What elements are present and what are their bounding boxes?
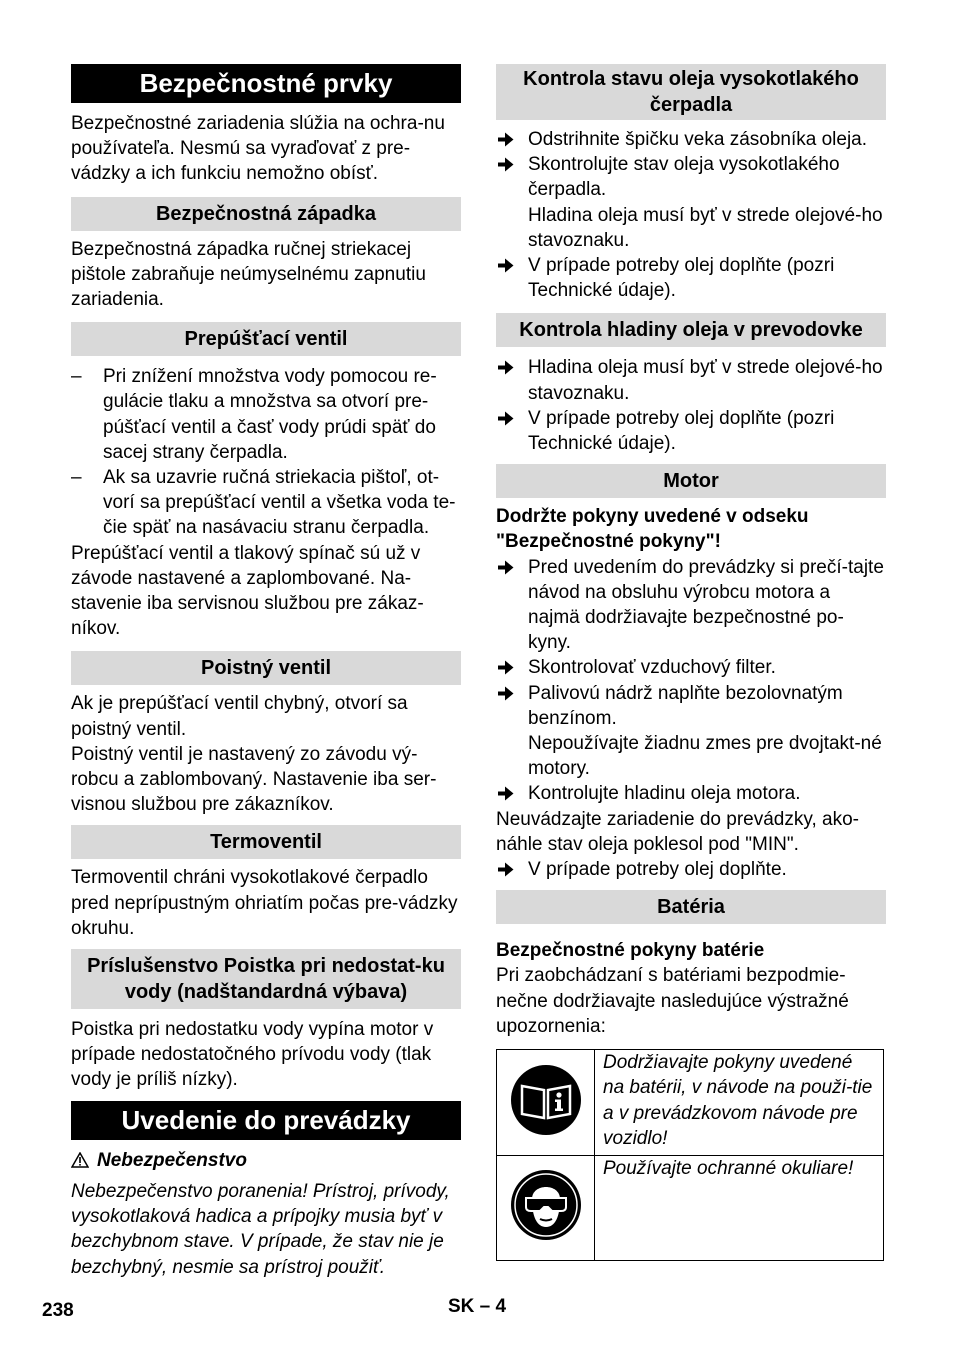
heading-thermo-valve: Termoventil	[71, 825, 461, 859]
read-manual-icon	[510, 1064, 582, 1136]
paragraph-overflow-valve: Prepúšťací ventil a tlakový spínač sú už v závode nastavené a zaplombované. Na-stavenie iba servisnou službou pre zákaz-níkov.	[71, 542, 424, 640]
arrow-item-motor-2	[496, 655, 886, 680]
language-page-label: SK – 4	[448, 1296, 507, 1317]
arrow-item-pump-2	[496, 152, 886, 202]
arrow-right-icon	[498, 862, 514, 877]
warning-triangle-icon	[71, 1152, 89, 1168]
arrow-right-icon	[498, 560, 514, 575]
heading-water-shortage-accessory: Príslušenstvo Poistka pri nedostat-ku vody (nadštandardná výbava)	[71, 949, 461, 1009]
warning-title-text: Nebezpečenstvo	[97, 1149, 247, 1171]
arrow-right-icon	[498, 686, 514, 701]
page-number: 238	[42, 1300, 74, 1321]
paragraph-relief-valve-2: Poistný ventil je nastavený zo závodu vý-robcu a zablombovaný. Nastavenie iba ser-visnou službou pre zákazníkov.	[71, 743, 437, 816]
heading-motor: Motor	[496, 464, 886, 498]
paragraph-battery: Pri zaobchádzaní s batériami bezpodmie-nečne dodržiavajte nasledujúce výstražné upozornenia:	[496, 965, 849, 1037]
battery-safety-table	[496, 1049, 884, 1261]
table-icon-cell	[497, 1155, 595, 1260]
heading-start-up: Uvedenie do prevádzky	[71, 1101, 461, 1140]
heading-relief-valve: Poistný ventil	[71, 651, 461, 685]
arrow-item-pump-1	[496, 127, 886, 152]
arrow-right-icon	[498, 258, 514, 273]
heading-gear-oil-check: Kontrola hladiny oleja v prevodovke	[496, 313, 886, 347]
arrow-right-icon	[498, 132, 514, 147]
arrow-text: V prípade potreby olej doplňte (pozri Technické údaje).	[528, 407, 835, 455]
arrow-text: Skontrolovať vzduchový filter.	[528, 657, 776, 679]
paragraph-thermo-valve: Termoventil chráni vysokotlakové čerpadlo pred neprípustným ohriatím počas pre-vádzky okruhu.	[71, 867, 458, 939]
table-text-cell: Dodržiavajte pokyny uvedené na batérii, v návode na použi-tie a v prevádzkovom návode pre vozidlo!	[595, 1050, 884, 1156]
dash-item-overflow-1	[71, 364, 461, 465]
arrow-right-icon	[498, 660, 514, 675]
table-icon-cell	[497, 1050, 595, 1156]
heading-overflow-valve: Prepúšťací ventil	[71, 322, 461, 356]
dash-marker: –	[71, 467, 82, 489]
paragraph-relief-valve-1: Ak je prepúšťací ventil chybný, otvorí sa poistný ventil.	[71, 693, 408, 740]
dash-text: Pri znížení množstva vody pomocou re-gulácie tlaku a množstva sa otvorí pre-púšťací ventil a časť vody prúdi späť do sacej strany čerpadla.	[103, 366, 437, 463]
heading-safety-devices: Bezpečnostné prvky	[71, 64, 461, 103]
indent-text-pump-2b: Hladina oleja musí byť v strede olejové-ho stavoznaku.	[528, 204, 883, 251]
paragraph-safety-latch: Bezpečnostná západka ručnej striekacej pištole zabraňuje neúmyselnému zapnutiu zariadenia.	[71, 238, 426, 311]
paragraph-water-shortage-accessory: Poistka pri nedostatku vody vypína motor v prípade nedostatočného prívodu vody (tlak vody je príliš nízky).	[71, 1019, 434, 1091]
battery-subheading: Bezpečnostné pokyny batérie	[496, 940, 765, 962]
arrow-text: V prípade potreby olej doplňte.	[528, 859, 787, 881]
arrow-text: Pred uvedením do prevádzky si prečí-tajte návod na obsluhu výrobcu motora a najmä dodržiavajte bezpečnostné po-kyny.	[528, 556, 884, 654]
dash-marker: –	[71, 366, 82, 388]
motor-note: Dodržte pokyny uvedené v odseku "Bezpečnostné pokyny"!	[496, 506, 809, 553]
arrow-text: Odstrihnite špičku veka zásobníka oleja.	[528, 129, 868, 150]
arrow-text: Kontrolujte hladinu oleja motora.	[528, 783, 801, 805]
paragraph-safety-devices: Bezpečnostné zariadenia slúžia na ochra-nu používateľa. Nesmú sa vyraďovať z pre-vádzky a ich funkciu nemožno obísť.	[71, 113, 445, 185]
arrow-right-icon	[498, 411, 514, 426]
heading-battery: Batéria	[496, 890, 886, 924]
arrow-item-gear-2	[496, 406, 886, 456]
arrow-item-motor-1	[496, 555, 886, 656]
warning-title	[71, 1148, 461, 1173]
arrow-item-motor-4	[496, 781, 886, 806]
arrow-item-pump-3	[496, 253, 886, 303]
arrow-item-gear-1	[496, 355, 886, 405]
heading-pump-oil-check: Kontrola stavu oleja vysokotlakého čerpadla	[496, 64, 886, 120]
arrow-text: Skontrolujte stav oleja vysokotlakého čerpadla.	[528, 154, 840, 201]
arrow-item-motor-3	[496, 681, 886, 731]
safety-goggles-icon	[510, 1169, 582, 1241]
arrow-text: Palivovú nádrž naplňte bezolovnatým benzínom.	[528, 682, 843, 729]
dash-item-overflow-2	[71, 465, 461, 541]
left-column	[71, 64, 461, 1280]
paragraph-motor-min: Neuvádzajte zariadenie do prevádzky, ako-náhle stav oleja poklesol pod "MIN".	[496, 808, 859, 855]
arrow-text: Hladina oleja musí byť v strede olejové-ho stavoznaku.	[528, 357, 883, 404]
table-row	[497, 1155, 884, 1260]
right-column	[496, 64, 886, 1261]
arrow-right-icon	[498, 786, 514, 801]
table-text-cell: Používajte ochranné okuliare!	[595, 1155, 884, 1260]
indent-text-motor-3b: Nepoužívajte žiadnu zmes pre dvojtakt-né motory.	[528, 733, 882, 780]
arrow-right-icon	[498, 360, 514, 375]
arrow-item-motor-5	[496, 857, 886, 882]
arrow-text: V prípade potreby olej doplňte (pozri Technické údaje).	[528, 255, 835, 302]
dash-text: Ak sa uzavrie ručná striekacia pištoľ, ot-vorí sa prepúšťací ventil a všetka voda te-čie späť na nasávaciu stranu čerpadla.	[103, 467, 456, 539]
arrow-right-icon	[498, 157, 514, 172]
warning-text: Nebezpečenstvo poranenia! Prístroj, prívody, vysokotlaková hadica a prípojky musia byť v bezchybnom stave. V prípade, že stav nie je bezchybný, nesmie sa prístroj použiť.	[71, 1180, 450, 1278]
heading-safety-latch: Bezpečnostná západka	[71, 197, 461, 231]
table-row	[497, 1050, 884, 1156]
